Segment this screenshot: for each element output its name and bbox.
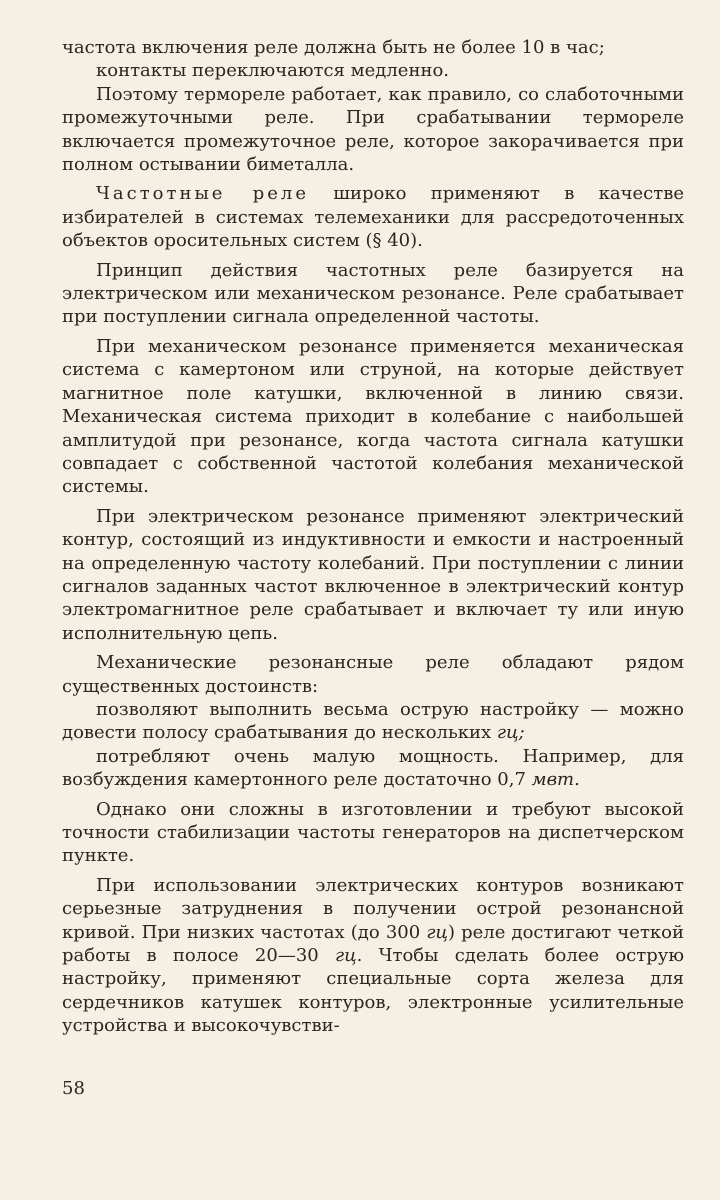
paragraph-list-item-2: контакты переключаются медленно. [96,60,450,82]
paragraph-principle: Принцип действия частотных реле базируется на электрическом или механическом резонансе. Реле срабатывает при поступлении сигнала определенной частоты. [62,259,684,328]
paragraph-drawbacks: Однако они сложны в изготовлении и требуют высокой точности стабилизации частоты генераторов на диспетчерском пункте. [62,798,684,867]
term-frequency-relays: Частотные реле [96,183,310,205]
paragraph-advantage-1: позволяют выполнить весьма острую настройку — можно довести полосу срабатывания до нескольких гц; [62,698,684,744]
paragraph-thermo-relay: Поэтому термореле работает, как правило, со слаботочными промежуточными реле. При срабатывании термореле включается промежуточное реле, которое закорачивается при полном остывании биметалла. [62,83,684,176]
paragraph-electrical-resonance: При электрическом резонансе применяют электрический контур, состоящий из индуктивности и емкости и настроенный на определенную частоту колебаний. При поступлении с линии сигналов заданных частот включенное в электрический контур электромагнитное реле срабатывает и включает ту или иную исполнительную цепь. [62,505,684,644]
paragraph-advantages: Механические резонансные реле обладают рядом существенных достоинств: [62,652,684,697]
paragraph-electrical-contours: При использовании электрических контуров возникают серьезные затруднения в получении острой резонансной кривой. При низких частотах (до 300 гц) реле достигают четкой работы в полосе 20—30 гц. Чтобы сделать более острую настройку, применяют специальные сорта железа для сердечников катушек контуров, электронные усилительные устройства и высокочувстви- [62,874,684,1037]
paragraph-frequency-relays: Частотные реле широко применяют в качестве избирателей в системах телемеханики для рассредоточенных объектов оросительных систем (§ 40). [62,183,684,252]
paragraph-mechanical-resonance: При механическом резонансе применяется механическая система с камертоном или струной, на которые действует магнитное поле катушки, включенной в линию связи. Механическая система приходит в колебание с наибольшей амплитудой при резонансе, когда частота сигнала катушки совпадает с собственной частотой колебания механической системы. [62,335,684,498]
body-text [62,36,684,1038]
paragraph-list-item-1: частота включения реле должна быть не более 10 в час; [62,37,605,58]
page-number: 58 [62,1078,85,1099]
paragraph-advantage-2: потребляют очень малую мощность. Например, для возбуждения камертонного реле достаточно 0,7 мвт. [62,745,684,791]
